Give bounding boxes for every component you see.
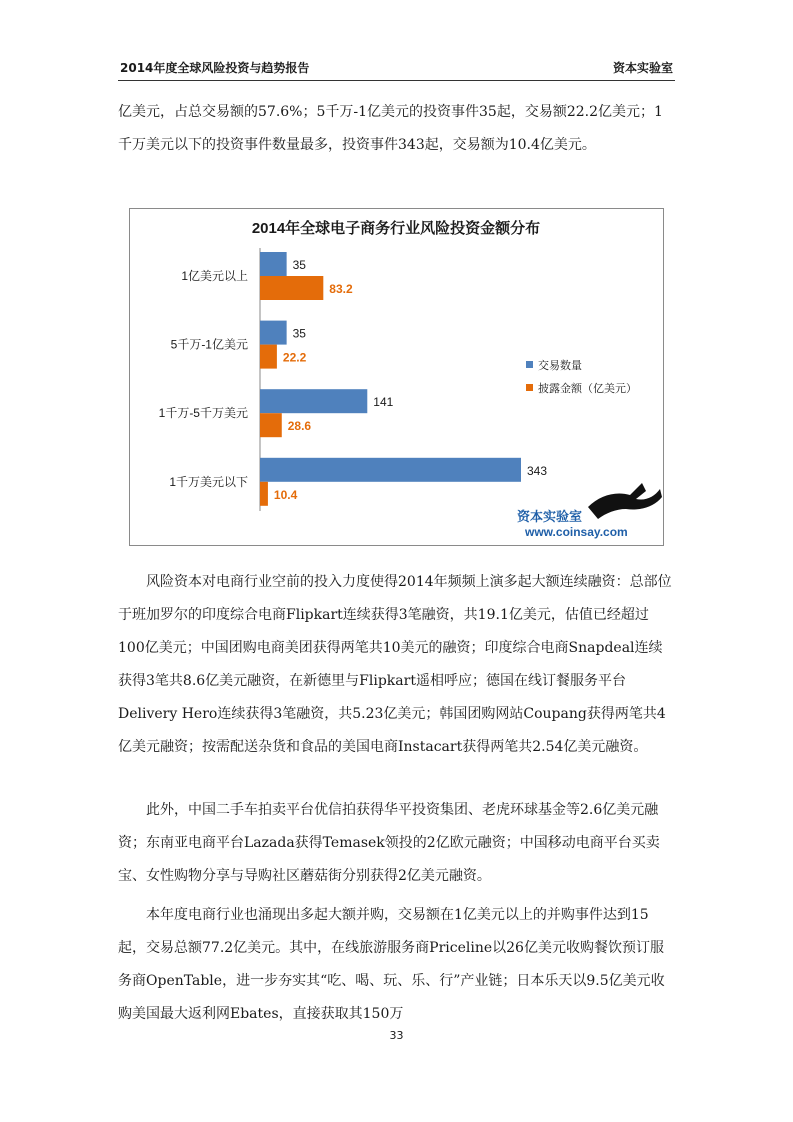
paragraph-acquisitions: 本年度电商行业也涌现出多起大额并购，交易额在1亿美元以上的并购事件达到15起，交易总额77.2亿美元。其中，在线旅游服务商Priceline以26亿美元收购餐饮预订服务商OpenTable，进一步夯实其“吃、喝、玩、乐、行”产业链；日本乐天以9.5亿美元收购美国最大返利网Ebates，直接获取其150万 xyxy=(118,907,665,1022)
bar-count xyxy=(260,389,367,413)
legend-swatch xyxy=(526,361,533,368)
bar-amount xyxy=(260,276,323,300)
data-label: 10.4 xyxy=(273,487,298,502)
watermark-url: www.coinsay.com xyxy=(525,525,628,539)
page-number: 33 xyxy=(389,1029,404,1042)
data-label: 141 xyxy=(373,395,394,410)
category-label: 5千万-1亿美元 xyxy=(170,337,248,352)
data-label: 83.2 xyxy=(329,282,353,296)
data-label: 35 xyxy=(292,258,306,272)
investment-distribution-chart xyxy=(129,208,664,546)
watermark xyxy=(517,483,662,539)
paragraph-intro: 亿美元，占总交易额的57.6%；5千万-1亿美元的投资事件35起，交易额22.2亿美元；1千万美元以下的投资事件数量最多，投资事件343起，交易额为10.4亿美元。 xyxy=(118,104,663,153)
bar-amount xyxy=(260,482,268,506)
data-label: 28.6 xyxy=(287,419,312,434)
category-label: 1亿美元以上 xyxy=(181,269,248,283)
data-label: 35 xyxy=(292,326,306,341)
bar-amount xyxy=(260,345,277,369)
report-title: 2014年度全球风险投资与趋势报告 xyxy=(120,61,310,75)
paragraph-financing: 风险资本对电商行业空前的投入力度使得2014年频频上演多起大额连续融资：总部位于班加罗尔的印度综合电商Flipkart连续获得3笔融资，共19.1亿美元，估值已经超过100亿美元；中国团购电商美团获得两笔共10美元的融资；印度综合电商Snapdeal连续获得3笔共8.6亿美元融资，在新德里与Flipkart遥相呼应；德国在线订餐服务平台Delivery Hero连续获得3笔融资，共5.23亿美元；韩国团购网站Coupang获得两笔共4亿美元融资；按需配送杂货和食品的美国电商Instacart获得两笔共2.54亿美元融资。 xyxy=(118,574,672,755)
paragraph-other-deals: 此外，中国二手车拍卖平台优信拍获得华平投资集团、老虎环球基金等2.6亿美元融资；东南亚电商平台Lazada获得Temasek领投的2亿欧元融资；中国移动电商平台买卖宝、女性购物分享与导购社区蘑菇街分别获得2亿美元融资。 xyxy=(118,802,660,884)
legend-label: 交易数量 xyxy=(538,360,582,372)
page-header xyxy=(118,58,675,81)
chart-legend xyxy=(526,358,637,395)
bar-count xyxy=(260,458,521,482)
watermark-brand: 资本实验室 xyxy=(516,509,582,524)
chart-svg xyxy=(130,209,663,545)
category-label: 1千万美元以下 xyxy=(169,474,248,489)
data-label: 343 xyxy=(527,463,548,478)
legend-swatch xyxy=(526,384,533,391)
bar-amount xyxy=(260,413,282,437)
chart-title: 2014年全球电子商务行业风险投资金额分布 xyxy=(251,220,541,237)
bar-count xyxy=(260,252,287,276)
panther-icon xyxy=(588,483,662,519)
legend-label: 披露金额（亿美元） xyxy=(538,383,637,395)
publisher-name: 资本实验室 xyxy=(612,61,673,75)
data-label: 22.2 xyxy=(282,350,307,365)
category-label: 1千万-5千万美元 xyxy=(158,406,248,421)
bar-count xyxy=(260,321,287,345)
